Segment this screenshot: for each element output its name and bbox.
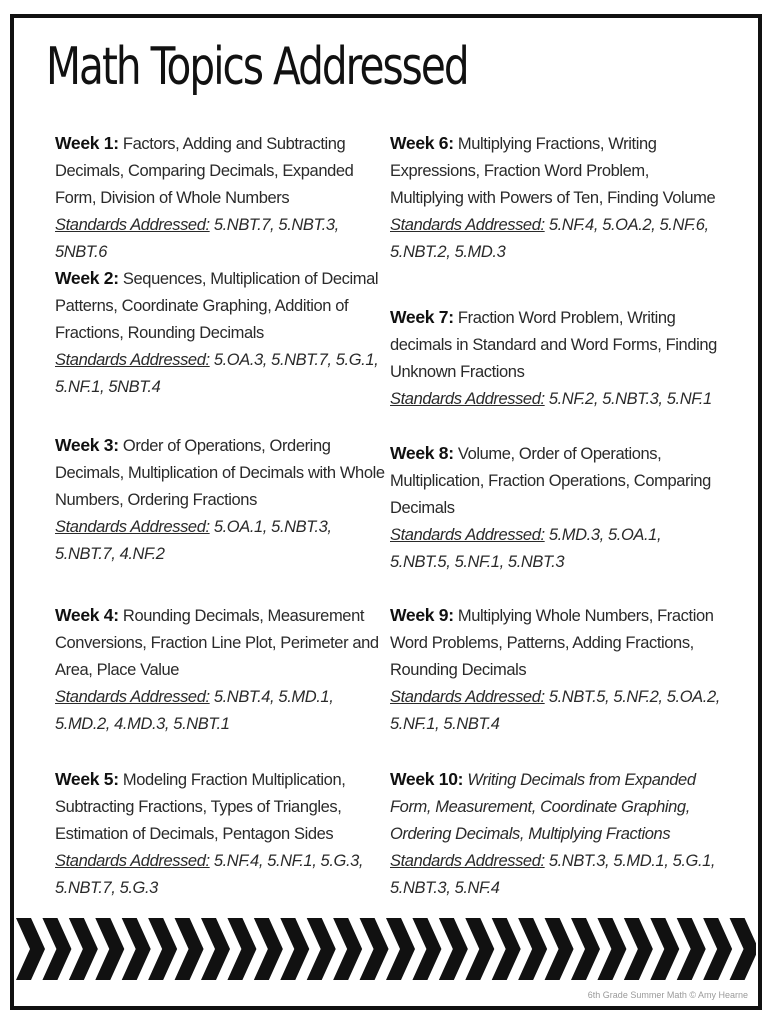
week-topics: Volume, Order of Operations, Multiplication, Fraction Operations, Comparing Decimals [390,445,711,517]
week-topics: Multiplying Whole Numbers, Fraction Word Problems, Patterns, Adding Fractions, Rounding Decimals [390,607,714,679]
chevron-shape [545,918,574,980]
chevron-shape [492,918,521,980]
week-topics: Modeling Fraction Multiplication, Subtracting Fractions, Types of Triangles, Estimation of Decimals, Pentagon Sides [55,771,346,843]
standards-label: Standards Addressed: [55,852,210,870]
week-label: Week 5: [55,769,119,789]
chevron-shape [254,918,283,980]
week-label: Week 6: [390,133,454,153]
week-block [390,602,720,738]
week-block [55,130,385,266]
chevron-shape [439,918,468,980]
week-label: Week 3: [55,435,119,455]
chevron-shape [703,918,732,980]
week-block [390,304,720,413]
standards-label: Standards Addressed: [55,518,210,536]
standards-label: Standards Addressed: [390,688,545,706]
week-label: Week 9: [390,605,454,625]
chevron-shape [69,918,98,980]
chevron-shape [571,918,600,980]
chevron-shape [280,918,309,980]
chevron-shape [175,918,204,980]
chevron-shape [597,918,626,980]
standards-label: Standards Addressed: [55,688,210,706]
week-label: Week 1: [55,133,119,153]
standards-codes: 5.NF.4, 5.NF.1, 5.G.3, 5.NBT.7, 5.G.3 [55,852,364,897]
week-block [55,602,385,738]
page-title: Math Topics Addressed [46,37,468,97]
standards-codes: 5.NF.2, 5.NBT.3, 5.NF.1 [548,390,712,408]
standards-label: Standards Addressed: [55,216,210,234]
standards-codes: 5.OA.1, 5.NBT.3, 5.NBT.7, 4.NF.2 [55,518,332,563]
standards-codes: 5.NBT.7, 5.NBT.3, 5NBT.6 [55,216,339,261]
week-topics: Factors, Adding and Subtracting Decimals, Comparing Decimals, Expanded Form, Division of Whole Numbers [55,135,354,207]
week-topics: Rounding Decimals, Measurement Conversions, Fraction Line Plot, Perimeter and Area, Place Value [55,607,379,679]
chevron-shape [95,918,124,980]
standards-codes: 5.NBT.4, 5.MD.1, 5.MD.2, 4.MD.3, 5.NBT.1 [55,688,334,733]
chevron-shape [412,918,441,980]
chevron-shape [650,918,679,980]
standards-codes: 5.NBT.3, 5.MD.1, 5.G.1, 5.NBT.3, 5.NF.4 [390,852,716,897]
standards-label: Standards Addressed: [390,390,545,408]
chevron-shape [677,918,706,980]
week-label: Week 8: [390,443,454,463]
week-topics: Order of Operations, Ordering Decimals, Multiplication of Decimals with Whole Numbers, Ordering Fractions [55,437,385,509]
week-label: Week 4: [55,605,119,625]
week-label: Week 2: [55,268,119,288]
chevron-shape [122,918,151,980]
standards-codes: 5.OA.3, 5.NBT.7, 5.G.1, 5.NF.1, 5NBT.4 [55,351,379,396]
week-block [55,265,385,401]
chevron-shape [148,918,177,980]
chevron-shape [307,918,336,980]
standards-codes: 5.MD.3, 5.OA.1, 5.NBT.5, 5.NF.1, 5.NBT.3 [390,526,662,571]
week-topics: Writing Decimals from Expanded Form, Measurement, Coordinate Graphing, Ordering Decimals, Multiplying Fractions [390,771,696,843]
chevron-shape [730,918,756,980]
week-block [390,440,720,576]
week-block [390,766,720,902]
standards-label: Standards Addressed: [390,526,545,544]
week-block [55,432,385,568]
copyright-footer: 6th Grade Summer Math © Amy Hearne [587,990,748,1000]
standards-label: Standards Addressed: [390,852,545,870]
chevron-shape [201,918,230,980]
week-topics: Multiplying Fractions, Writing Expressions, Fraction Word Problem, Multiplying with Powers of Ten, Finding Volume [390,135,716,207]
chevron-shape [518,918,547,980]
chevron-shape [333,918,362,980]
chevron-border-decoration [16,918,756,980]
week-label: Week 7: [390,307,454,327]
chevron-shape [624,918,653,980]
week-block [55,766,385,902]
standards-label: Standards Addressed: [390,216,545,234]
chevron-shape [465,918,494,980]
chevron-shape [16,918,45,980]
week-block [390,130,720,266]
week-topics: Sequences, Multiplication of Decimal Patterns, Coordinate Graphing, Addition of Fractions, Rounding Decimals [55,270,379,342]
week-topics: Fraction Word Problem, Writing decimals in Standard and Word Forms, Finding Unknown Fractions [390,309,717,381]
chevron-shape [360,918,389,980]
chevron-shape [227,918,256,980]
chevron-shape [42,918,71,980]
standards-label: Standards Addressed: [55,351,210,369]
standards-codes: 5.NF.4, 5.OA.2, 5.NF.6, 5.NBT.2, 5.MD.3 [390,216,709,261]
chevron-shape [386,918,415,980]
week-label: Week 10: [390,769,464,789]
standards-codes: 5.NBT.5, 5.NF.2, 5.OA.2, 5.NF.1, 5.NBT.4 [390,688,720,733]
